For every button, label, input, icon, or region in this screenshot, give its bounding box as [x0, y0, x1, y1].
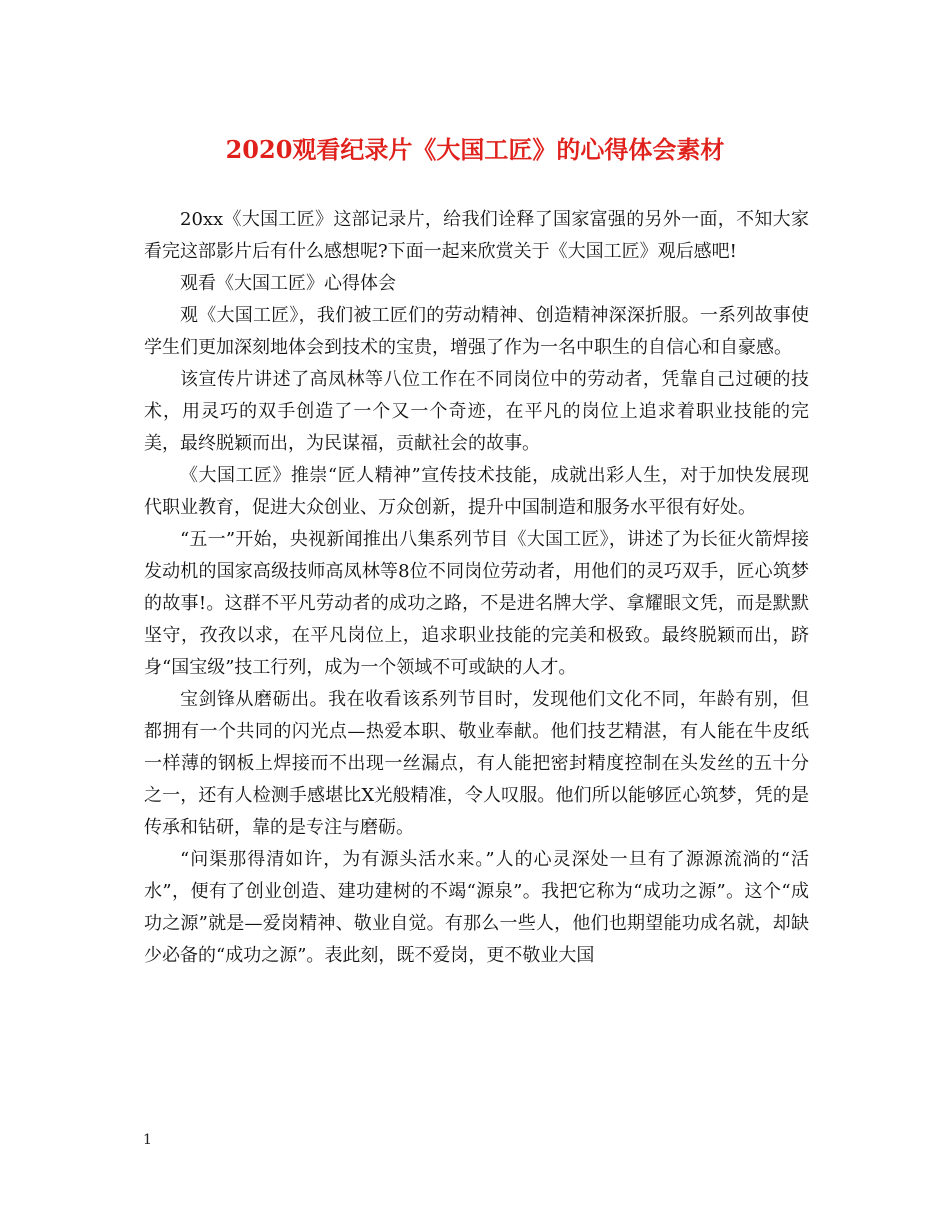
document-body [144, 204, 809, 972]
paragraph-intro: 20xx《大国工匠》这部记录片，给我们诠释了国家富强的另外一面，不知大家看完这部影片后有什么感想呢?下面一起来欣赏关于《大国工匠》观后感吧! [144, 209, 809, 262]
paragraph: 宝剑锋从磨砺出。我在收看该系列节目时，发现他们文化不同，年龄有别，但都拥有一个共同的闪光点—热爱本职、敬业奉献。他们技艺精湛，有人能在牛皮纸一样薄的钢板上焊接而不出现一丝漏点，有人能把密封精度控制在头发丝的五十分之一，还有人检测手感堪比X光般精准，令人叹服。他们所以能够匠心筑梦，凭的是传承和钻研，靠的是专注与磨砺。 [144, 689, 809, 838]
paragraph: 观《大国工匠》，我们被工匠们的劳动精神、创造精神深深折服。一系列故事使学生们更加深刻地体会到技术的宝贵，增强了作为一名中职生的自信心和自豪感。 [144, 305, 809, 358]
paragraph-subheading: 观看《大国工匠》心得体会 [180, 273, 396, 294]
paragraph: 该宣传片讲述了高凤林等八位工作在不同岗位中的劳动者，凭靠自己过硬的技术，用灵巧的双手创造了一个又一个奇迹，在平凡的岗位上追求着职业技能的完美，最终脱颖而出，为民谋福，贡献社会的故事。 [144, 369, 809, 454]
paragraph: “五一”开始，央视新闻推出八集系列节目《大国工匠》，讲述了为长征火箭焊接发动机的国家高级技师高凤林等8位不同岗位劳动者，用他们的灵巧双手，匠心筑梦的故事!。这群不平凡劳动者的成功之路，不是进名牌大学、拿耀眼文凭，而是默默坚守，孜孜以求，在平凡岗位上，追求职业技能的完美和极致。最终脱颖而出，跻身“国宝级”技工行列，成为一个领域不可或缺的人才。 [144, 529, 809, 678]
paragraph: 《大国工匠》推崇“匠人精神”宣传技术技能，成就出彩人生，对于加快发展现代职业教育，促进大众创业、万众创新，提升中国制造和服务水平很有好处。 [144, 465, 809, 518]
paragraph: “问渠那得清如许，为有源头活水来。”人的心灵深处一旦有了源源流淌的“活水”，便有了创业创造、建功建树的不竭“源泉”。我把它称为“成功之源”。这个“成功之源”就是—爱岗精神、敬业自觉。有那么一些人，他们也期望能功成名就，却缺少必备的“成功之源”。表此刻，既不爱岗，更不敬业大国 [144, 849, 809, 966]
document-title: 2020观看纪录片《大国工匠》的心得体会素材 [225, 135, 725, 164]
page-number: 1 [143, 1132, 152, 1148]
